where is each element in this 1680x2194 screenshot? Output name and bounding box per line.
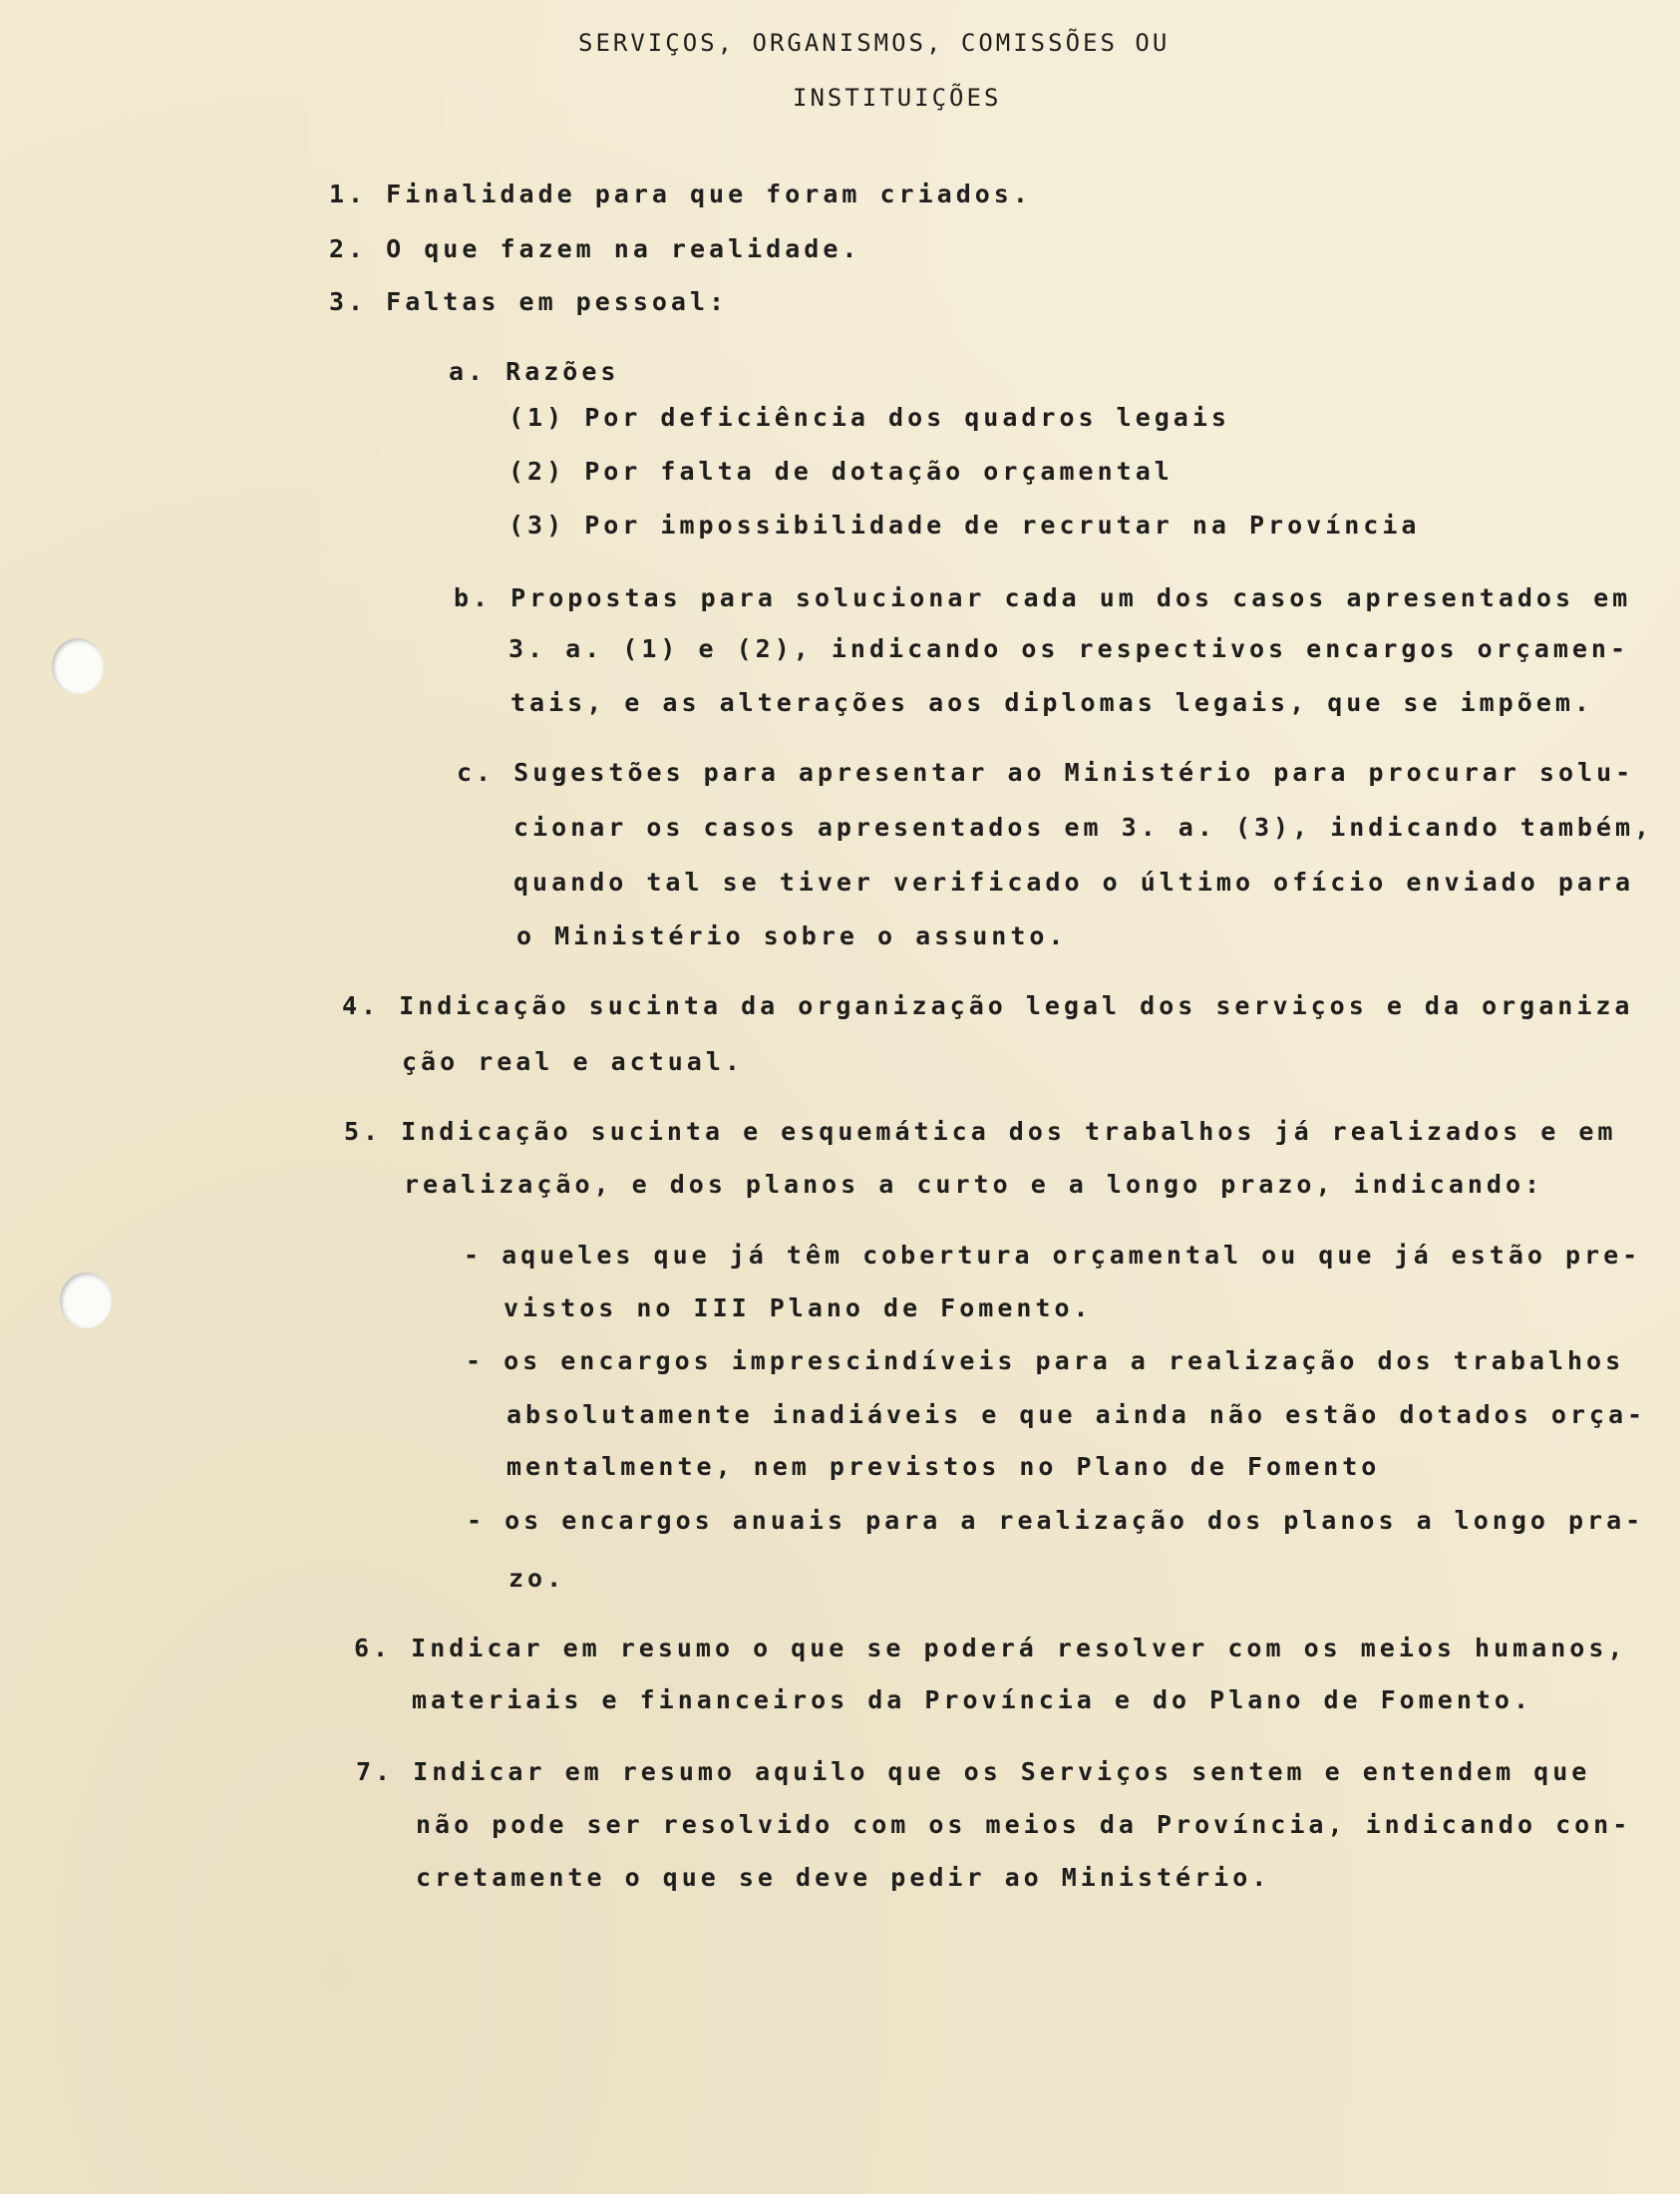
item-5-line-2: realização, e dos planos a curto e a longo prazo, indicando:: [404, 1170, 1544, 1199]
item-5-line-1: 5. Indicação sucinta e esquemática dos trabalhos já realizados e em: [344, 1117, 1617, 1146]
item-3c-line-3: quando tal se tiver verificado o último ofício enviado para: [513, 868, 1635, 897]
item-5-dash-3-line-1: - os encargos anuais para a realização dos planos a longo pra-: [467, 1506, 1645, 1535]
item-5-dash-3-line-2: zo.: [508, 1564, 566, 1593]
item-7-line-3: cretamente o que se deve pedir ao Ministério.: [416, 1863, 1271, 1892]
item-3b-line-3: tais, e as alterações aos diplomas legais, que se impõem.: [510, 688, 1593, 717]
item-5-dash-2-line-3: mentalmente, nem previstos no Plano de Fomento: [506, 1452, 1381, 1481]
item-3c-line-1: c. Sugestões para apresentar ao Ministério para procurar solu-: [457, 758, 1635, 787]
punch-hole-bottom: [60, 1273, 112, 1328]
item-3: 3. Faltas em pessoal:: [329, 287, 729, 316]
item-3a-3: (3) Por impossibilidade de recrutar na Província: [508, 511, 1421, 540]
heading-line-1: SERVIÇOS, ORGANISMOS, COMISSÕES OU: [578, 29, 1171, 57]
item-5-dash-1-line-1: - aqueles que já têm cobertura orçamental ou que já estão pre-: [464, 1241, 1642, 1270]
item-7-line-1: 7. Indicar em resumo aquilo que os Serviços sentem e entendem que: [356, 1757, 1591, 1786]
item-3b-line-2: 3. a. (1) e (2), indicando os respectivos encargos orçamen-: [508, 634, 1630, 663]
heading-line-2: INSTITUIÇÕES: [793, 84, 1002, 112]
item-6-line-1: 6. Indicar em resumo o que se poderá resolver com os meios humanos,: [354, 1634, 1627, 1662]
item-4-line-1: 4. Indicação sucinta da organização legal dos serviços e da organiza: [342, 991, 1634, 1020]
item-6-line-2: materiais e financeiros da Província e do Plano de Fomento.: [412, 1685, 1533, 1714]
item-5-dash-1-line-2: vistos no III Plano de Fomento.: [504, 1293, 1093, 1322]
item-7-line-2: não pode ser resolvido com os meios da Província, indicando con-: [416, 1810, 1632, 1839]
item-3b-line-1: b. Propostas para solucionar cada um dos casos apresentados em: [454, 583, 1632, 612]
item-3a-2: (2) Por falta de dotação orçamental: [508, 457, 1174, 486]
item-3a: a. Razões: [449, 357, 620, 386]
item-4-line-2: ção real e actual.: [402, 1047, 744, 1076]
item-2: 2. O que fazem na realidade.: [329, 234, 861, 263]
item-5-dash-2-line-1: - os encargos imprescindíveis para a realização dos trabalhos: [466, 1346, 1625, 1375]
item-3a-1: (1) Por deficiência dos quadros legais: [508, 403, 1230, 432]
item-3c-line-4: o Ministério sobre o assunto.: [516, 921, 1068, 950]
item-5-dash-2-line-2: absolutamente inadiáveis e que ainda não estão dotados orça-: [506, 1400, 1647, 1429]
item-1: 1. Finalidade para que foram criados.: [329, 180, 1032, 208]
item-3c-line-2: cionar os casos apresentados em 3. a. (3), indicando também,: [513, 813, 1654, 842]
punch-hole-top: [52, 638, 104, 694]
